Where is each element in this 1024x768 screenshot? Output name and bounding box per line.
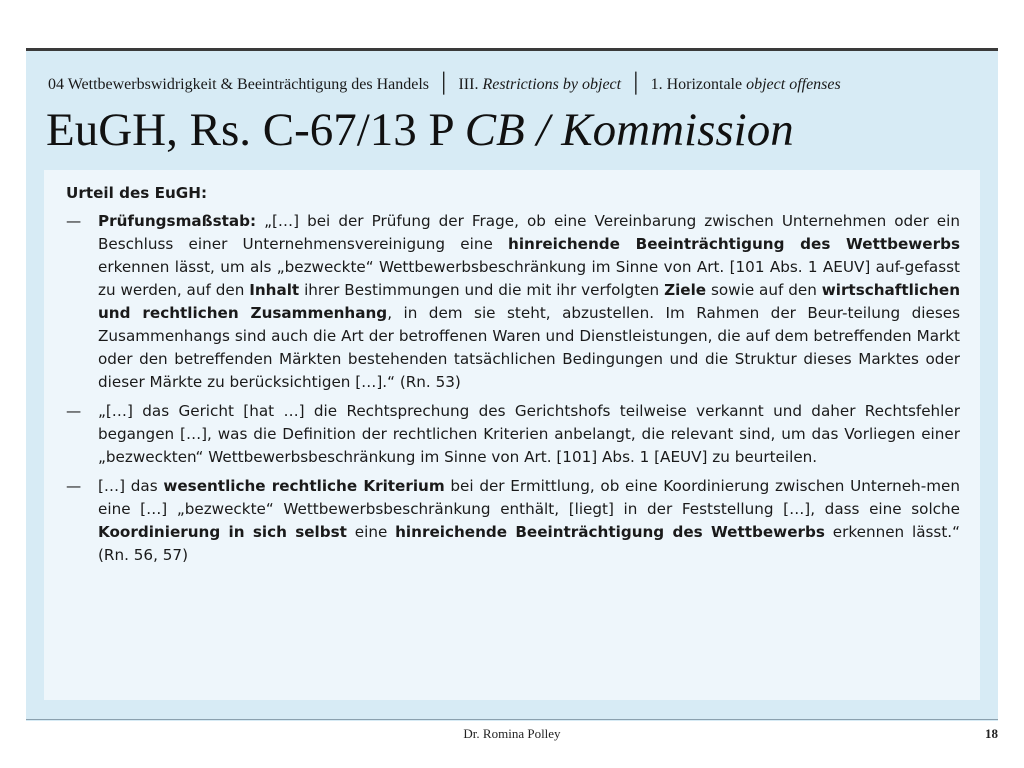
bold-text: Inhalt	[249, 281, 300, 299]
bold-text: Prüfungsmaßstab:	[98, 212, 257, 230]
text-run: „[…] bei der Prüfung der Frage, ob eine Vereinbarung zwischen Unternehmen oder ein Beschluss einer Unternehmensvereinigung eine	[98, 212, 960, 253]
breadcrumb	[48, 73, 841, 95]
breadcrumb-subsection: Restrictions by object	[482, 76, 622, 93]
bold-text: wesentliche rechtliche Kriterium	[163, 477, 445, 495]
breadcrumb-separator: │	[437, 73, 451, 94]
content-box	[44, 170, 980, 700]
dash-bullet: —	[66, 212, 82, 230]
text-run: erkennen lässt, um als „bezweckte“ Wettbewerbsbeschränkung im Sinne von Art. [101 Abs. 1 AEUV] auf-gefasst zu werden, auf den	[98, 258, 960, 299]
bold-text: Ziele	[664, 281, 707, 299]
breadcrumb-section: 04 Wettbewerbswidrigkeit & Beeinträchtigung des Handels	[48, 76, 429, 93]
breadcrumb-topic: object offenses	[746, 76, 841, 93]
breadcrumb-subsection-number: III.	[458, 76, 483, 93]
text-run: erkennen lässt.“ (Rn. 56, 57)	[98, 523, 960, 564]
text-run: „[…] das Gericht [hat …] die Rechtsprechung des Gerichtshofs teilweise verkannt und daher Rechtsfehler begangen […], was die Definition der rechtlichen Kriterien anbelangt, die relevant sind, um das Vorliegen einer „bezweckten“ Wettbewerbsbeschränkung im Sinne von Art. [101] Abs. 1 [AEUV] zu beurteilen.	[98, 402, 960, 466]
list-item	[66, 400, 960, 469]
text-run: ihrer Bestimmungen und die mit ihr verfolgten	[299, 281, 665, 299]
dash-bullet: —	[66, 402, 82, 420]
text-run: eine	[346, 523, 396, 541]
page-title	[46, 103, 794, 157]
bold-text: wirtschaftlichen und rechtlichen Zusammenhang	[98, 281, 960, 322]
slide-panel	[26, 48, 998, 721]
dash-bullet: —	[66, 477, 82, 495]
content-heading: Urteil des EuGH:	[66, 184, 208, 202]
text-run: , in dem sie steht, abzustellen. Im Rahmen der Beur-teilung dieses Zusammenhangs sind auch die Art der betroffenen Waren und Dienstleistungen, die auf dem betreffenden Markt oder den betreffenden Märkten bestehenden tatsächlichen Bedingungen und die Struktur dieses Marktes oder dieser Märkte zu berücksichtigen […].“ (Rn. 53)	[98, 304, 960, 391]
page-number: 18	[985, 726, 998, 741]
breadcrumb-separator: │	[629, 73, 643, 94]
bold-text: Koordinierung in sich selbst	[98, 523, 347, 541]
bold-text: hinreichende Beeinträchtigung des Wettbewerbs	[508, 235, 960, 253]
text-run: bei der Ermittlung, ob eine Koordinierung zwischen Unterneh-men eine […] „bezweckte“ Wettbewerbsbeschränkung enthält, [liegt] in der Feststellung […], dass eine solche	[98, 477, 960, 518]
footer-divider	[26, 719, 998, 720]
breadcrumb-topic-number: 1. Horizontale	[650, 76, 747, 93]
title-case-name: CB / Kommission	[464, 104, 794, 156]
text-run: sowie auf den	[706, 281, 822, 299]
text-run: […] das	[98, 477, 164, 495]
list-item	[66, 210, 960, 394]
list-item	[66, 475, 960, 567]
footer-author: Dr. Romina Polley	[463, 726, 561, 741]
bold-text: hinreichende Beeinträchtigung des Wettbewerbs	[395, 523, 825, 541]
title-case-number: EuGH, Rs. C-67/13 P	[46, 104, 465, 156]
